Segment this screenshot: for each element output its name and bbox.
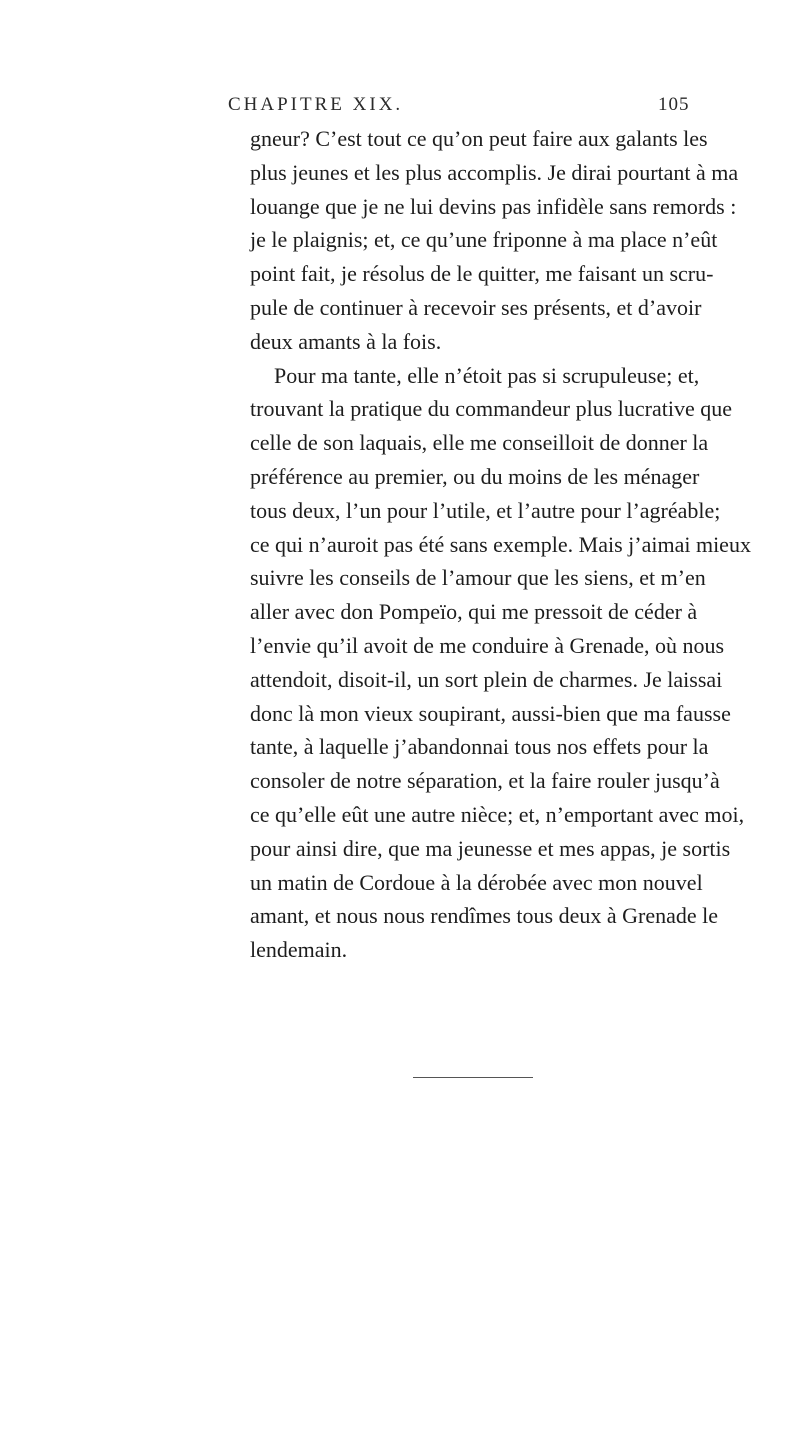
text-line: l’envie qu’il avoit de me conduire à Grenade, où nous [250, 632, 725, 658]
text-line: celle de son laquais, elle me conseilloit de donner la [250, 430, 709, 456]
page-number: 105 [658, 94, 690, 115]
text-line: je le plaignis; et, ce qu’une friponne à ma place n’eût [250, 227, 718, 253]
text-line: attendoit, disoit-il, un sort plein de charmes. Je laissai [250, 666, 723, 692]
text-line: louange que je ne lui devins pas infidèle sans remords : [250, 193, 737, 219]
text-line: Pour ma tante, elle n’étoit pas si scrupuleuse; et, [274, 362, 700, 388]
text-line: pule de continuer à recevoir ses présents, et d’avoir [250, 294, 702, 320]
text-line: un matin de Cordoue à la dérobée avec mon nouvel [250, 869, 703, 895]
body-text [250, 122, 751, 967]
text-line: plus jeunes et les plus accomplis. Je dirai pourtant à ma [250, 159, 739, 185]
text-line: donc là mon vieux soupirant, aussi-bien que ma fausse [250, 700, 731, 726]
text-line: pour ainsi dire, que ma jeunesse et mes appas, je sortis [250, 835, 731, 861]
running-head: CHAPITRE XIX. [228, 94, 404, 115]
text-line: lendemain. [250, 937, 348, 963]
text-line: tante, à laquelle j’abandonnai tous nos effets pour la [250, 734, 709, 760]
text-line: gneur? C’est tout ce qu’on peut faire aux galants les [250, 126, 708, 151]
end-rule [413, 1077, 533, 1078]
text-line: trouvant la pratique du commandeur plus lucrative que [250, 396, 733, 422]
text-line: tous deux, l’un pour l’utile, et l’autre pour l’agréable; [250, 497, 721, 523]
text-line: aller avec don Pompeïo, qui me pressoit de céder à [250, 599, 698, 625]
text-line: ce qu’elle eût une autre nièce; et, n’emportant avec moi, [250, 801, 745, 827]
text-line: deux amants à la fois. [250, 328, 442, 354]
text-line: consoler de notre séparation, et la faire rouler jusqu’à [250, 768, 720, 794]
text-line: ce qui n’auroit pas été sans exemple. Mais j’aimai mieux [250, 531, 751, 557]
text-line: suivre les conseils de l’amour que les siens, et m’en [250, 565, 706, 591]
text-line: préférence au premier, ou du moins de les ménager [250, 463, 700, 489]
text-line: amant, et nous nous rendîmes tous deux à Grenade le [250, 903, 718, 929]
text-line: point fait, je résolus de le quitter, me faisant un scru- [250, 261, 714, 287]
